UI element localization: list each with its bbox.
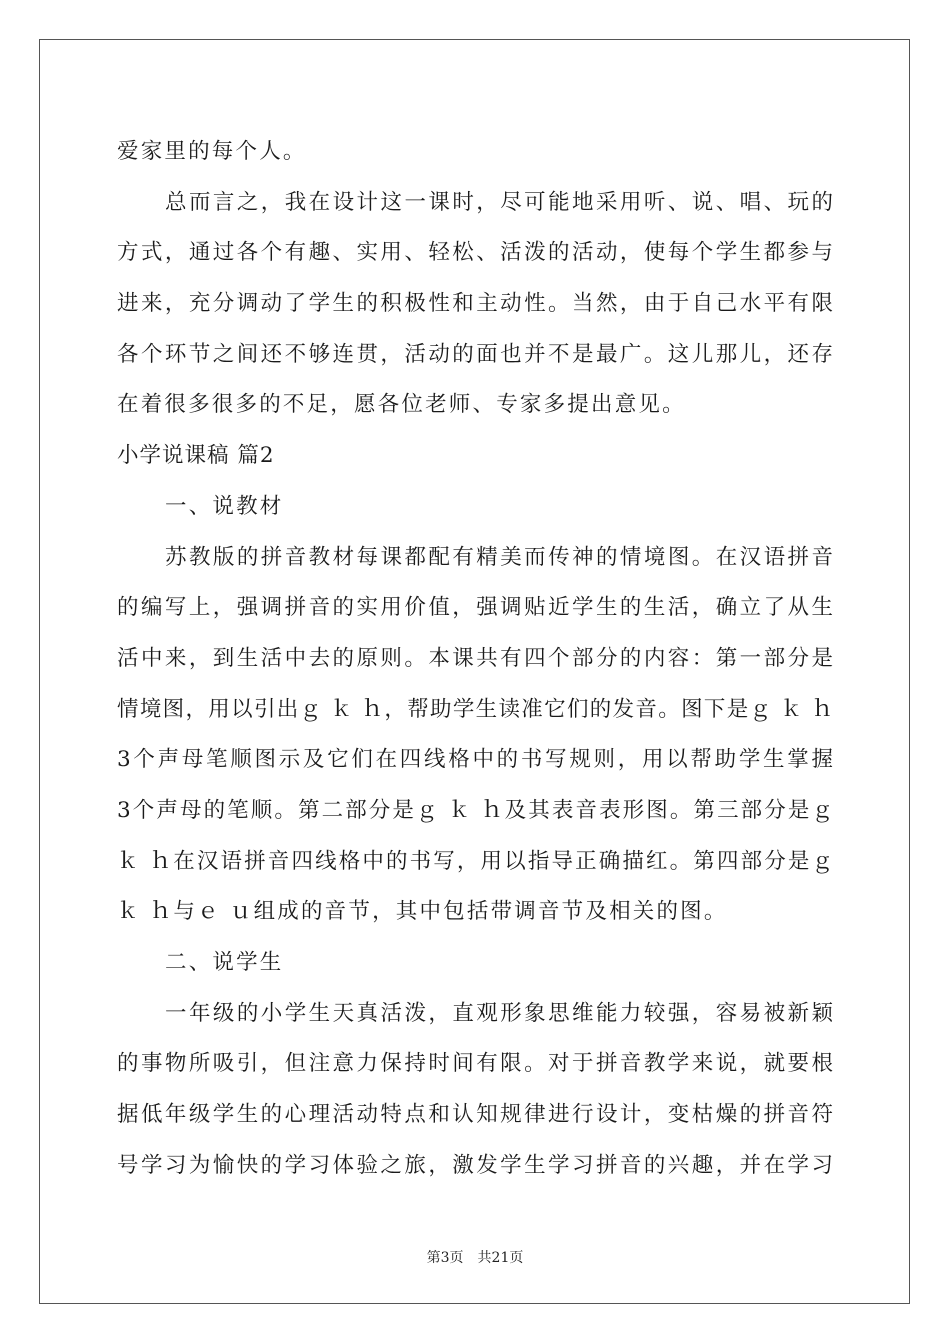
text-line: 各个环节之间还不够连贯，活动的面也并不是最广。这儿那儿，还存 (117, 341, 833, 367)
text-line: 爱家里的每个人。 (117, 139, 307, 164)
paragraph-start: 总而言之，我在设计这一课时，尽可能地采用听、说、唱、玩的 (165, 189, 833, 215)
section-heading: 二、说学生 (165, 950, 284, 975)
text-line: 的事物所吸引，但注意力保持时间有限。对于拼音教学来说，就要根 (117, 1051, 833, 1077)
document-body (117, 127, 833, 1191)
page-total: 共21页 (477, 1250, 524, 1266)
text-line: ｋ ｈ与ｅ ｕ组成的音节，其中包括带调音节及相关的图。 (117, 899, 728, 925)
paragraph-start: 一年级的小学生天真活泼，直观形象思维能力较强，容易被新颖 (165, 1000, 833, 1026)
text-line: 号学习为愉快的学习体验之旅，激发学生学习拼音的兴趣，并在学习 (117, 1152, 833, 1178)
section-title: 小学说课稿 篇2 (117, 443, 275, 469)
section-heading: 一、说教材 (165, 493, 284, 519)
text-line: 方式，通过各个有趣、实用、轻松、活泼的活动，使每个学生都参与 (117, 240, 833, 266)
text-line: 在着很多很多的不足，愿各位老师、专家多提出意见。 (117, 392, 686, 418)
text-line: 3个声母的笔顺。第二部分是ｇ ｋ ｈ及其表音表形图。第三部分是ｇ (117, 797, 833, 823)
text-line: 3个声母笔顺图示及它们在四线格中的书写规则，用以帮助学生掌握 (117, 747, 833, 773)
text-line: 进来，充分调动了学生的积极性和主动性。当然，由于自己水平有限 (117, 291, 833, 317)
text-line: 情境图，用以引出ｇ ｋ ｈ，帮助学生读准它们的发音。图下是ｇ ｋ ｈ (117, 696, 833, 722)
page-number: 第3页 (426, 1250, 464, 1266)
text-line: 活中来，到生活中去的原则。本课共有四个部分的内容：第一部分是 (117, 645, 833, 671)
text-line: ｋ ｈ在汉语拼音四线格中的书写，用以指导正确描红。第四部分是ｇ (117, 848, 833, 874)
paragraph-start: 苏教版的拼音教材每课都配有精美而传神的情境图。在汉语拼音 (165, 544, 833, 570)
page-footer (0, 1247, 950, 1267)
text-line: 的编写上，强调拼音的实用价值，强调贴近学生的生活，确立了从生 (117, 595, 833, 621)
text-line: 据低年级学生的心理活动特点和认知规律进行设计，变枯燥的拼音符 (117, 1102, 833, 1128)
